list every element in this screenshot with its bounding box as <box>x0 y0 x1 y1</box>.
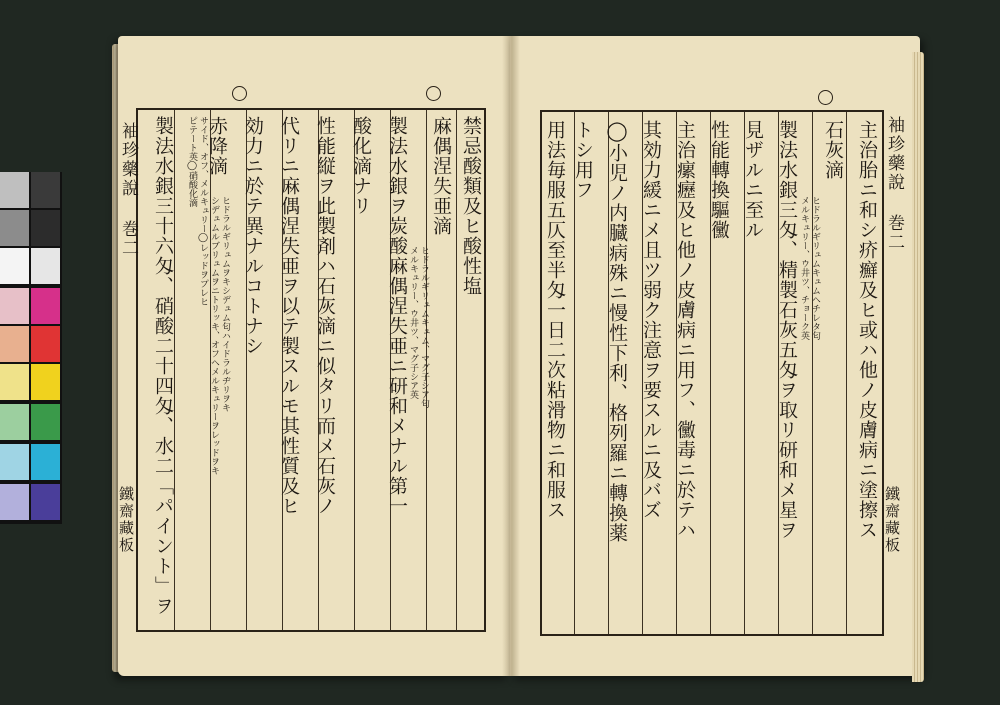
text-column: トシ用フ <box>572 120 594 200</box>
text-column: 性能轉換驅黴 <box>708 120 730 240</box>
text-column-small: ヒドラルギリュムヲキシデュム匂ハイドラルヂリヲキ <box>220 196 230 412</box>
text-column: ◯小児ノ内臓病殊ニ慢性下利、格列羅ニ轉換薬 <box>606 120 628 543</box>
color-calibration-target <box>0 172 62 524</box>
left-margin-title: 袖珍藥說 巻二 <box>118 122 138 258</box>
text-column: 用法毎服五仄至半匁一日二次粘滑物ニ和服ス <box>544 120 566 520</box>
text-column: 製法水銀三十六匁、硝酸二十四匁、水二「パイント」ヲ <box>152 116 174 616</box>
color-patch <box>31 404 60 440</box>
text-column-small: ヒドラルギリュムキュム、マグ子シア匂 <box>419 246 429 408</box>
right-margin-bottom: 鐵齋藏板 <box>883 486 901 554</box>
book-gutter <box>502 36 520 676</box>
color-patch <box>31 288 60 324</box>
text-column-small: メルキュリー、ウ井ツ、チョーク英 <box>799 196 809 340</box>
color-patch <box>0 444 29 480</box>
text-column: 製法水銀ヲ炭酸麻偶涅失亜ニ研和メナル第一 <box>386 116 408 516</box>
binding-hole <box>426 86 441 101</box>
binding-hole <box>232 86 247 101</box>
color-patch <box>31 326 60 362</box>
text-column: 効力ニ於テ異ナルコトナシ <box>242 116 264 356</box>
text-column: 禁忌酸類及ヒ酸性塩 <box>460 116 482 296</box>
text-column-small: サイド、オフ、メルキュリー◯レッドヲプレヒ <box>198 116 208 306</box>
text-column: 主治胎ニ和シ疥癬及ヒ或ハ他ノ皮膚病ニ塗擦ス <box>856 120 878 540</box>
open-book <box>112 36 922 686</box>
right-margin-title: 袖珍藥說 巻二 <box>884 116 904 252</box>
binding-hole <box>818 90 833 105</box>
text-column: 其効力緩ニメ且ツ弱ク注意ヲ要スルニ及バズ <box>640 120 662 520</box>
color-patch <box>0 404 29 440</box>
color-patch <box>0 364 29 400</box>
text-column: 代リニ麻偶涅失亜ヲ以テ製スルモ其性質及ヒ <box>278 116 300 516</box>
color-patch <box>0 326 29 362</box>
text-column: 麻偶涅失亜滴 <box>430 116 452 236</box>
text-column-small: ピテート英◯硝酸化滴 <box>187 116 197 207</box>
color-patch <box>31 364 60 400</box>
text-column: 性能縦ヲ此製剤ハ石灰滴ニ似タリ而メ石灰ノ <box>314 116 336 516</box>
color-patch <box>31 444 60 480</box>
text-column: 酸化滴ナリ <box>350 116 372 216</box>
text-column: 製法水銀三匁、精製石灰五匁ヲ取リ研和メ星ヲ <box>776 120 798 540</box>
left-margin-bottom: 鐵齋藏板 <box>117 486 135 554</box>
color-patch <box>31 248 60 284</box>
color-patch <box>0 210 29 246</box>
text-column: 石灰滴 <box>822 120 844 180</box>
text-column: 主治瘰癧及ヒ他ノ皮膚病ニ用フ、黴毒ニ於テハ <box>674 120 696 540</box>
text-column: 見ザルニ至ル <box>742 120 764 240</box>
color-patch <box>0 172 29 208</box>
color-patch <box>0 484 29 520</box>
text-column-small: シデュムルブリュムヲニトリッキ、オフヘメルキュリーヲレッドヲキ <box>209 196 219 475</box>
text-column: 赤降滴 <box>206 116 228 176</box>
color-patch <box>31 172 60 208</box>
text-column-small: メルキュリー、ウ井ツ、マグ子シア英 <box>408 246 418 399</box>
color-patch <box>0 288 29 324</box>
page-edges-right <box>912 52 924 682</box>
text-column-small: ヒドラルギリュムキュムヘチレタ匂 <box>810 196 820 340</box>
color-patch <box>0 248 29 284</box>
color-patch <box>31 484 60 520</box>
color-patch <box>31 210 60 246</box>
